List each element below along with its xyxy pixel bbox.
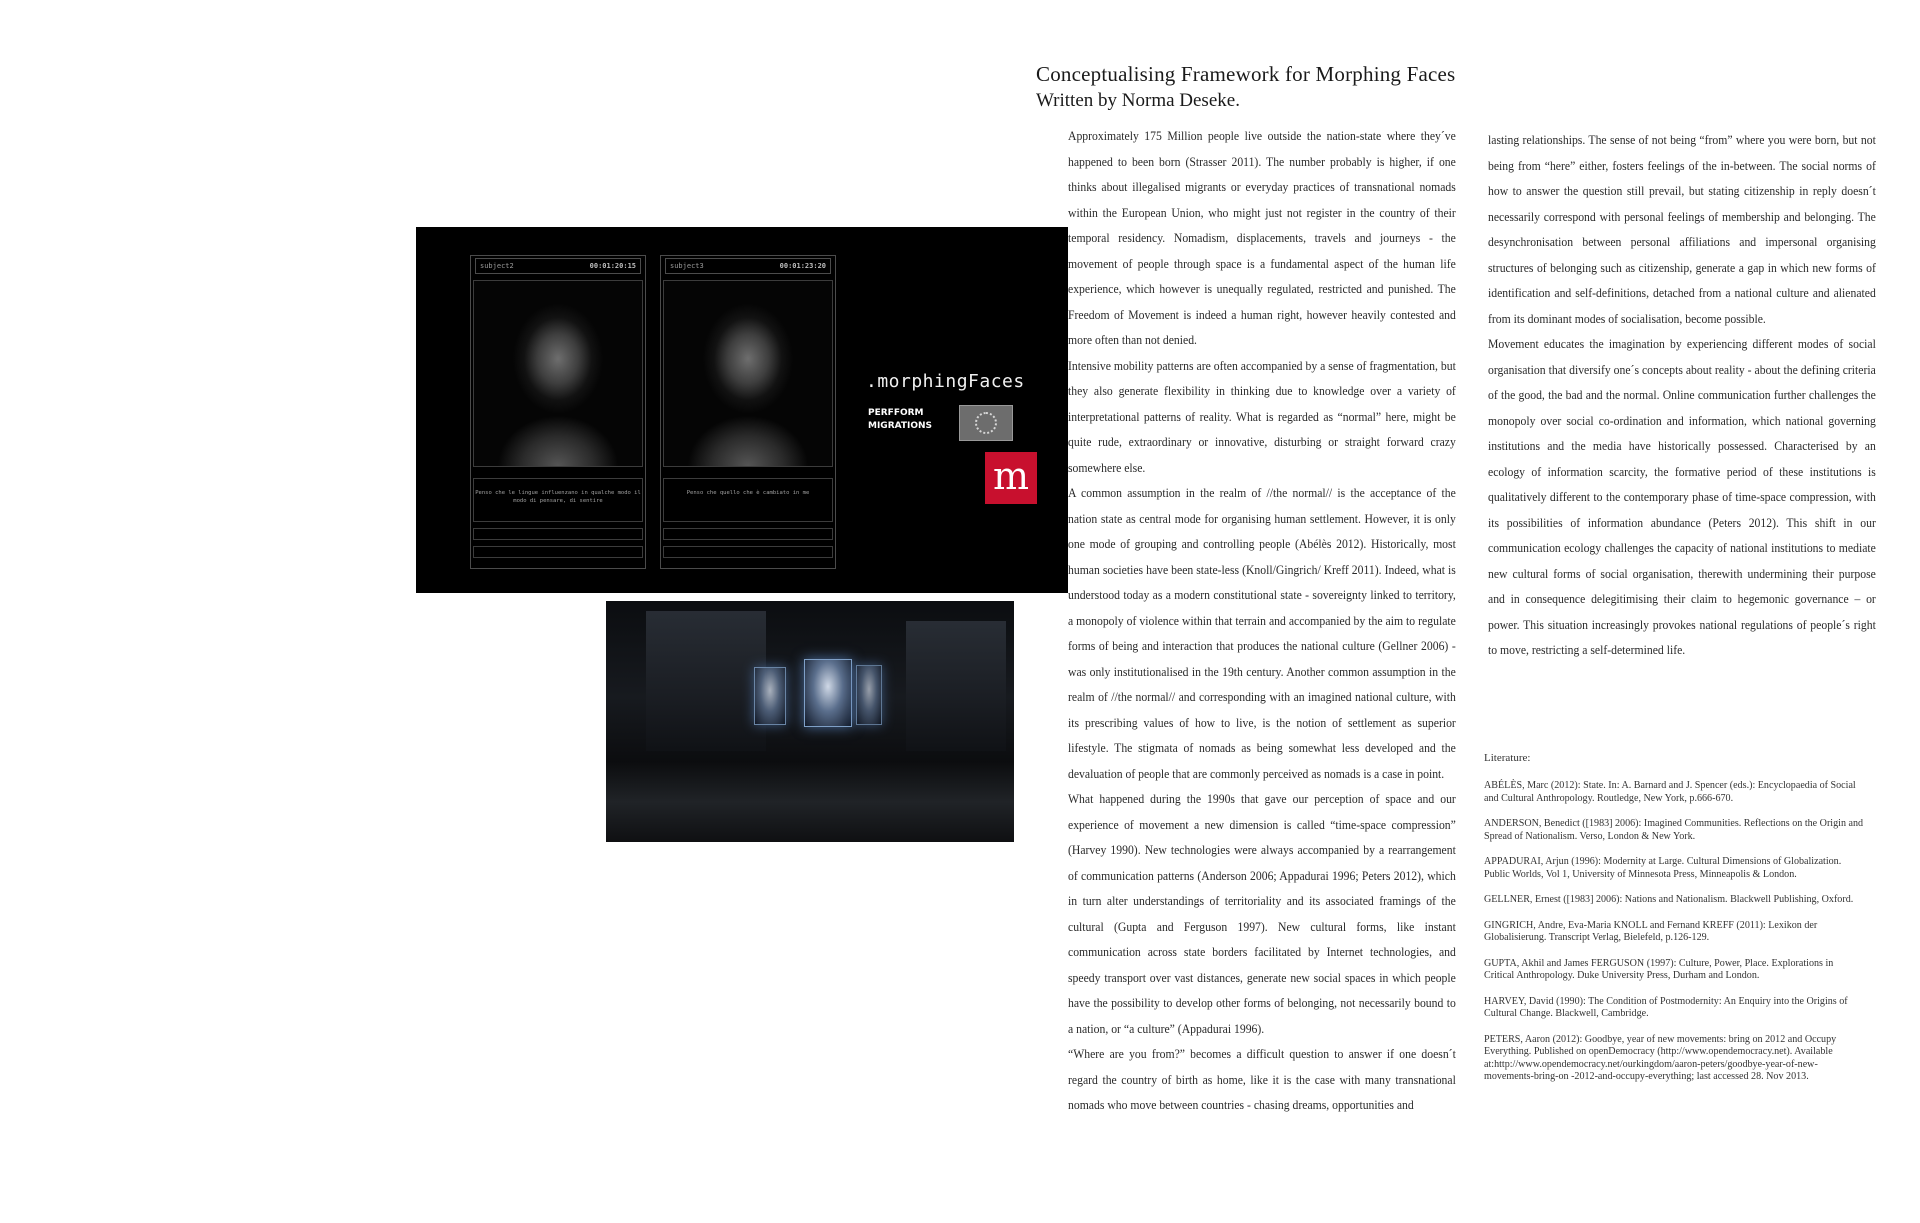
- reference-item: ANDERSON, Benedict ([1983] 2006): Imagined Communities. Reflections on the Origin and Spread of Nationalism. Verso, London & New York.: [1484, 818, 1864, 842]
- glass-panel: [906, 621, 1006, 751]
- reference-item: GUPTA, Akhil and James FERGUSON (1997): Culture, Power, Place. Explorations in Critical Anthropology. Duke University Press, Durham and London.: [1484, 957, 1834, 981]
- morphing-faces-brand: .morphingFaces: [866, 371, 1025, 392]
- reference-item: HARVEY, David (1990): The Condition of Postmodernity: An Enquiry into the Origins of Cultural Change. Blackwell, Cambridge.: [1484, 995, 1848, 1019]
- article-left-column: [1068, 124, 1456, 1119]
- display-screen: [754, 667, 786, 725]
- timecode: 00:01:23:20: [779, 262, 826, 270]
- subtitle-text: Penso che le lingue influenzano in qualche modo il modo di pensare, di sentire: [473, 478, 643, 522]
- glass-panel: [646, 611, 766, 751]
- page-title: Conceptualising Framework for Morphing Faces: [1036, 62, 1456, 86]
- floor-reflection: [606, 762, 1014, 842]
- paragraph: lasting relationships. The sense of not being “from” where you were born, but not being from “here” either, fosters feelings of the in-between. The social norms of how to answer the question still prevail, but stating citizenship in reply doesn´t necessarily correspond with personal feelings of membership and belonging. The desynchronisation between personal affiliations and impersonal organising structures of belonging such as citizenship, generate a gap in which new forms of identification and self-definitions, detached from a national culture and alienated from its dominant modes of socialisation, become possible.: [1488, 133, 1876, 326]
- subject-frame-2: [660, 255, 836, 569]
- literature-heading: Literature:: [1484, 752, 1531, 764]
- frame-bar: [663, 546, 833, 558]
- portrait-image: [663, 280, 833, 467]
- frame-bar: [473, 546, 643, 558]
- article-right-column: [1488, 128, 1876, 664]
- paragraph: Approximately 175 Million people live outside the nation-state where they´ve happened to been born (Strasser 2011). The number probably is higher, if one thinks about illegalised migrants or everyday practices of transnational nomads within the European Union, who might just not register in the country of their temporal residency. Nomadism, displacements, travels and journeys - the movement of people through space is a fundamental aspect of the human life experience, which however is unequally regulated, restricted and punished. The Freedom of Movement is indeed a human right, however heavily contested and more often than not denied.: [1068, 129, 1456, 347]
- morphing-faces-video-still: [416, 227, 1068, 593]
- installation-photo: [606, 601, 1014, 842]
- paragraph: What happened during the 1990s that gave our perception of space and our experience of movement a new dimension is called “time-space compression” (Harvey 1990). New technologies were always accompanied by a rearrangement of communication patterns (Anderson 2006; Appadurai 1996; Peters 2012), which in turn alter understandings of territoriality and its associated framings of the cultural (Gupta and Ferguson 1997). New cultural forms, like instant communication across state borders facilitated by Internet technologies, and speedy transport over vast distances, generate new social spaces in which people have the possibility to develop other forms of belonging, not necessarily bound to a nation, or “a culture” (Appadurai 1996).: [1068, 792, 1456, 1036]
- perform-migrations-logo: [868, 407, 942, 435]
- subject-label: subject3: [670, 262, 704, 270]
- eu-flag-icon: [959, 405, 1013, 441]
- reference-item: ABÉLÈS, Marc (2012): State. In: A. Barnard and J. Spencer (eds.): Encyclopaedia of Social and Cultural Anthropology. Routledge, New York, p.666-670.: [1484, 780, 1856, 804]
- reference-item: GINGRICH, Andre, Eva-Maria KNOLL and Fernand KREFF (2011): Lexikon der Globalisierung. Transcript Verlag, Bielefeld, p.126-129.: [1484, 919, 1818, 943]
- subject-label: subject2: [480, 262, 514, 270]
- paragraph: A common assumption in the realm of //the normal// is the acceptance of the nation state as central mode for organising human settlement. However, it is only one mode of grouping and controlling people (Abélès 2012). Historically, most human societies have been state-less (Knoll/Gingrich/ Kreff 2011). Indeed, what is understood today as a modern constitutional state - sovereignty linked to territory, a monopoly of violence within that terrain and accompanied by the aim to regulate forms of being and interaction that produces the national culture (Gellner 2006) - was only institutionalised in the 19th century. Another common assumption in the realm of //the normal// and corresponding with an imagined national culture, with its prescribing values of how to live, is the notion of settlement as superior lifestyle. The stigmata of nomads as being somewhat less developed and the devaluation of people that are commonly perceived as nomads is a case in point.: [1068, 486, 1456, 781]
- paragraph: Intensive mobility patterns are often accompanied by a sense of fragmentation, but they also generate flexibility in thinking due to knowledge over a variety of interpretational patterns of reality. What is regarded as “normal” here, might be quite rude, extraordinary or innovative, disturbing or straight forward crazy somewhere else.: [1068, 358, 1456, 475]
- logo-line-2: MIGRATIONS: [868, 421, 933, 431]
- reference-item: APPADURAI, Arjun (1996): Modernity at Large. Cultural Dimensions of Globalization. Public Worlds, Vol 1, University of Minnesota Press, Minneapolis & London.: [1484, 856, 1842, 880]
- references-list: [1484, 780, 1863, 1097]
- timecode: 00:01:20:15: [589, 262, 636, 270]
- paragraph: Movement educates the imagination by experiencing different modes of social organisation that diversify one´s concepts about reality - about the defining criteria of the good, the bad and the normal. Online communication further challenges the monopoly over social co-ordination and information, which national governing institutions and the media have historically possessed. Characterised by an ecology of information scarcity, the formative period of these institutions is qualitatively different to the contemporary phase of time-space compression, with its possibilities of information abundance (Peters 2012). This shift in our communication ecology challenges the capacity of national institutions to mediate new cultural forms of social organisation, therewith undermining their purpose and in consequence delegitimising their claim to hegemonic governance – or power. This situation increasingly provokes national regulations of people´s right to move, restricting a self-determined life.: [1488, 337, 1876, 657]
- display-screen: [804, 659, 852, 727]
- frame-bar: [473, 528, 643, 540]
- portrait-image: [473, 280, 643, 467]
- author-byline: Written by Norma Deseke.: [1036, 90, 1240, 111]
- display-screen: [856, 665, 882, 725]
- frame-bar: [663, 528, 833, 540]
- paragraph: “Where are you from?” becomes a difficult question to answer if one doesn´t regard the country of birth as home, like it is the case with many transnational nomads who move between countries - chasing dreams, opportunities and: [1068, 1047, 1456, 1112]
- logo-line-1: PERFFORM: [868, 408, 924, 418]
- subject-frame-1: [470, 255, 646, 569]
- subtitle-text: Penso che quello che è cambiato in me: [663, 478, 833, 522]
- reference-item: PETERS, Aaron (2012): Goodbye, year of new movements: bring on 2012 and Occupy Everything. Published on openDemocracy (http://www.opendemocracy.net). Available at:http://www.opendemocracy.net/ourkingdom/aaron-peters/goodbye-year-of-new-movements-bring-on -2012-and-occupy-everything; last accessed 28. Nov 2013.: [1484, 1033, 1837, 1082]
- m-logo: m: [985, 452, 1037, 504]
- subject-frame-header: [475, 258, 641, 274]
- subject-frame-header: [665, 258, 831, 274]
- reference-item: GELLNER, Ernest ([1983] 2006): Nations and Nationalism. Blackwell Publishing, Oxford.: [1484, 894, 1854, 905]
